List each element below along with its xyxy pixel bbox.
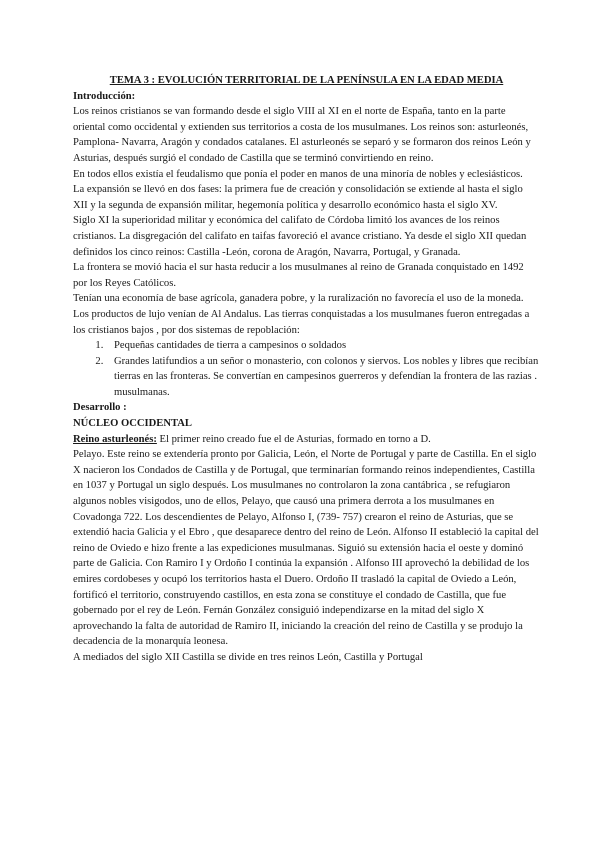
intro-paragraph-4: Siglo XI la superioridad militar y económica del califato de Córdoba limitó los avances de los reinos cristianos. La disgregación del califato en taifas favoreció el avance cristiano. Ya desde el siglo XII quedan definidos los cinco reinos: Castilla -León, corona de Aragón, Navarra, Portugal, y Granada.: [73, 215, 527, 258]
intro-paragraph-3: La expansión se llevó en dos fases: la primera fue de creación y consolidación se extiende al hasta el siglo XII y la segunda de expansión militar, hegemonía política y desarrollo económico hasta el siglo XV.: [73, 184, 523, 211]
reino-intro: [73, 432, 540, 448]
list-item: 2. Grandes latifundios a un señor o monasterio, con colonos y siervos. Los nobles y libres que recibían tierras en las fronteras. Se convertían en campesinos guerreros y defendían la frontera de las razias . musulmanas.: [106, 354, 540, 401]
intro-paragraph-6: Tenían una economía de base agrícola, ganadera pobre, y la ruralización no favorecía el uso de la moneda. Los productos de lujo venían de Al Andalus. Las tierras conquistadas a los musulmanes fueron entregadas a los cristianos bajos , por dos sistemas de repoblación:: [73, 293, 530, 336]
reino-asturleones-label: Reino asturleonés:: [73, 433, 157, 445]
desarrollo-paragraph: Pelayo. Este reino se extendería pronto por Galicia, León, el Norte de Portugal y parte de Castilla. En el siglo X nacieron los Condados de Castilla y de Portugal, que terminarían formando reinos independientes, Castilla en 1037 y Portugal un siglo después. Los musulmanes no controlaron la zona cantábrica , se refugiaron algunos nobles visigodos, uno de ellos, Pelayo, que causó una primera derrota a los musulmanes en Covadonga 722. Los descendientes de Pelayo, Alfonso I, (739- 757) crearon el reino de Asturias, que se extendió hacia Galicia y el Ebro , que desaparece dentro del reino de León. Alfonso II estableció la capital del reino de Oviedo e hizo frente a las expediciones musulmanas. Siguió su extensión hacia el oeste y dominó parte de Galicia. Con Ramiro I y Ordoño I continúa la expansión . Alfonso III aprovechó la debilidad de los emires cordobeses y ocupó los territorios hasta el Duero. Ordoño II trasladó la capital de Oviedo a León, fortificó el territorio, construyendo castillos, en esta zona se constituye el condado de Castilla, que fue gobernado por el rey de León. Fernán González consiguió independizarse en la mitad del siglo X aprovechando la falta de autoridad de Ramiro II, iniciando la creación del reino de Castilla y se produjo la decadencia de la monarquía leonesa.: [73, 449, 539, 648]
closing-paragraph: A mediados del siglo XII Castilla se divide en tres reinos León, Castilla y Portugal: [73, 651, 423, 663]
desarrollo-heading: Desarrollo :: [73, 402, 127, 414]
repoblacion-list: [73, 338, 540, 400]
document-title: TEMA 3 : EVOLUCIÓN TERRITORIAL DE LA PENÍNSULA EN LA EDAD MEDIA: [109, 75, 504, 86]
intro-paragraph-2: En todos ellos existía el feudalismo que ponía el poder en manos de una minoría de nobles y eclesiásticos.: [73, 168, 523, 180]
intro-paragraph-1: Los reinos cristianos se van formando desde el siglo VIII al XI en el norte de España, tanto en la parte oriental como occidental y extienden sus territorios a costa de los musulmanes. Los reinos son: asturleonés, Pamplona- Navarra, Aragón y condados catalanes. El asturleonés se separó y se formaron dos reinos León y Asturias, después surgió el condado de Castilla que se terminó convirtiendo en reino.: [73, 106, 531, 164]
nucleo-occidental-heading: NÚCLEO OCCIDENTAL: [73, 418, 192, 430]
reino-intro-text: El primer reino creado fue el de Asturias, formado en torno a D.: [156, 433, 431, 445]
intro-heading: Introducción:: [73, 90, 136, 102]
list-item: 1. Pequeñas cantidades de tierra a campesinos o soldados: [106, 338, 540, 354]
intro-paragraph-5: La frontera se movió hacia el sur hasta reducir a los musulmanes al reino de Granada conquistado en 1492 por los Reyes Católicos.: [73, 262, 524, 289]
